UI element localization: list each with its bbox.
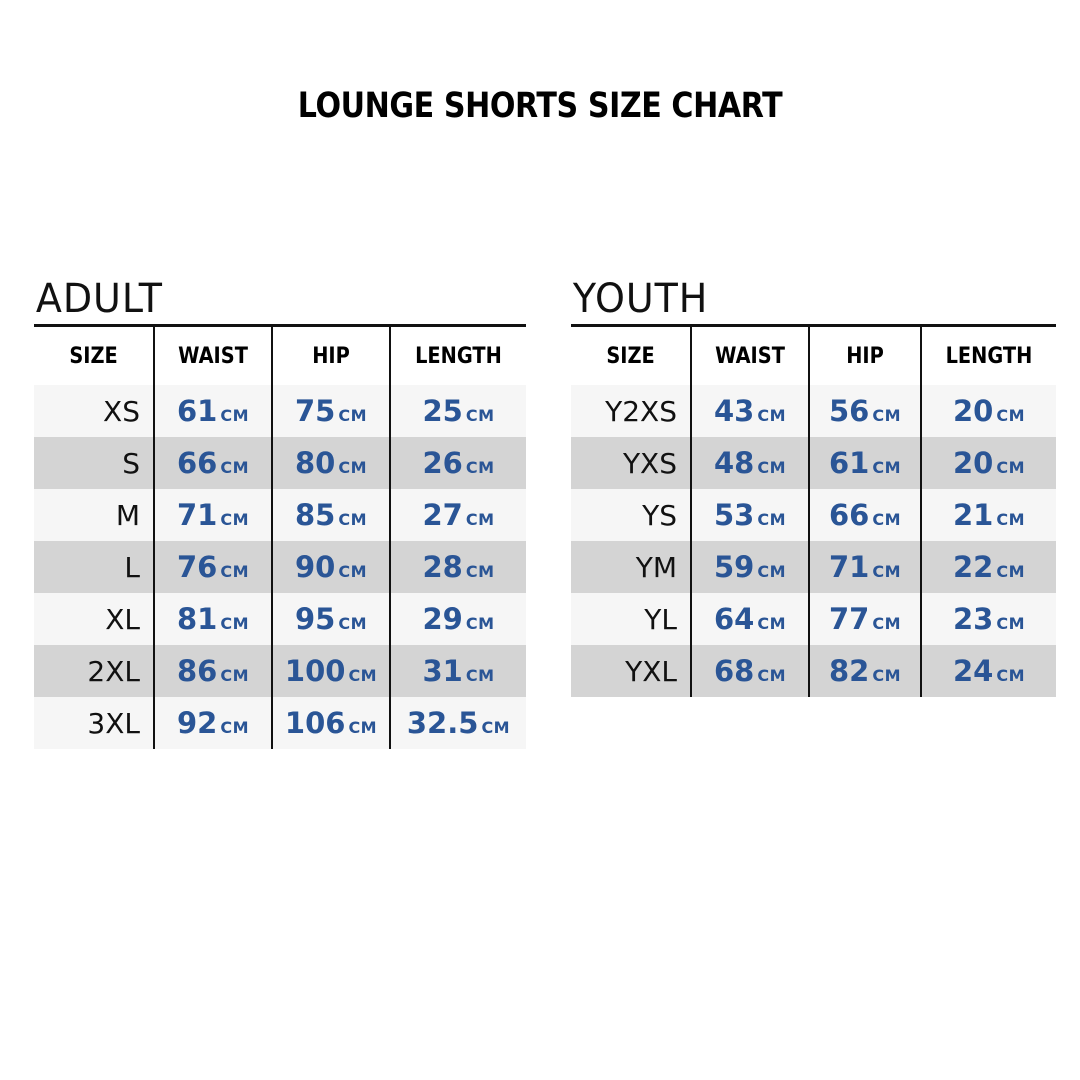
hip-value (809, 385, 921, 437)
hip-number: 66 (828, 498, 870, 532)
waist-value (154, 489, 272, 541)
hip-value (272, 437, 390, 489)
adult-table-head (34, 327, 526, 385)
waist-number: 68 (713, 654, 755, 688)
unit-label: CM (338, 614, 368, 633)
hip-number: 80 (294, 446, 336, 480)
unit-label: CM (338, 510, 368, 529)
waist-value (154, 593, 272, 645)
unit-label: CM (220, 718, 250, 737)
length-value (921, 645, 1056, 697)
unit-label: CM (338, 458, 368, 477)
waist-value (691, 437, 809, 489)
unit-label: CM (996, 458, 1026, 477)
table-row (571, 593, 1056, 645)
size-chart-tables (0, 276, 1080, 749)
waist-number: 66 (176, 446, 218, 480)
length-number: 27 (422, 498, 463, 532)
table-row (571, 385, 1056, 437)
waist-number: 76 (176, 550, 218, 584)
unit-label: CM (348, 666, 378, 685)
hip-value (809, 489, 921, 541)
waist-number: 59 (713, 550, 755, 584)
length-value (390, 385, 526, 437)
unit-label: CM (996, 406, 1026, 425)
table-row (34, 489, 526, 541)
unit-label: CM (465, 666, 495, 685)
waist-value (154, 541, 272, 593)
length-number: 20 (952, 394, 994, 428)
unit-label: CM (996, 562, 1026, 581)
unit-label: CM (348, 718, 378, 737)
adult-table-block (34, 276, 526, 749)
size-value: M (115, 498, 140, 532)
hip-value (272, 541, 390, 593)
hip-number: 82 (828, 654, 870, 688)
adult-size-table (34, 327, 526, 749)
length-value (921, 593, 1056, 645)
size-value: S (122, 446, 140, 480)
unit-label: CM (757, 666, 787, 685)
unit-label: CM (220, 406, 250, 425)
length-number: 26 (422, 446, 463, 480)
hip-value (809, 541, 921, 593)
size-value: L (124, 550, 140, 584)
table-row (571, 541, 1056, 593)
youth-table-body (571, 385, 1056, 697)
size-value: YM (635, 550, 677, 584)
youth-size-table (571, 327, 1056, 697)
waist-value (691, 541, 809, 593)
adult-header-size: SIZE (69, 343, 118, 369)
table-row (34, 697, 526, 749)
length-number: 29 (422, 602, 463, 636)
adult-header-row (34, 327, 526, 385)
size-value: YL (644, 602, 677, 636)
hip-number: 75 (294, 394, 336, 428)
hip-number: 85 (294, 498, 336, 532)
length-value (390, 697, 526, 749)
unit-label: CM (465, 614, 495, 633)
unit-label: CM (465, 458, 495, 477)
size-value: Y2XS (605, 394, 677, 428)
length-value (390, 437, 526, 489)
youth-header-hip: HIP (816, 327, 915, 385)
length-number: 31 (422, 654, 463, 688)
size-value: 2XL (87, 654, 140, 688)
youth-header-row (571, 327, 1056, 385)
unit-label: CM (220, 562, 250, 581)
unit-label: CM (872, 406, 902, 425)
unit-label: CM (220, 458, 250, 477)
length-number: 22 (952, 550, 994, 584)
hip-number: 61 (828, 446, 870, 480)
size-value: YXS (622, 446, 677, 480)
length-value (390, 645, 526, 697)
adult-section-title: ADULT (35, 276, 163, 322)
table-row (34, 541, 526, 593)
hip-number: 95 (294, 602, 336, 636)
waist-value (154, 437, 272, 489)
hip-number: 77 (828, 602, 870, 636)
length-number: 24 (952, 654, 994, 688)
length-value (390, 489, 526, 541)
unit-label: CM (872, 666, 902, 685)
waist-number: 64 (713, 602, 755, 636)
unit-label: CM (465, 510, 495, 529)
unit-label: CM (757, 614, 787, 633)
waist-value (691, 593, 809, 645)
unit-label: CM (757, 562, 787, 581)
hip-value (272, 645, 390, 697)
unit-label: CM (872, 510, 902, 529)
youth-table-block (571, 276, 1056, 749)
hip-value (809, 437, 921, 489)
waist-value (691, 645, 809, 697)
length-value (390, 541, 526, 593)
hip-value (272, 489, 390, 541)
length-value (921, 541, 1056, 593)
length-number: 20 (952, 446, 994, 480)
table-row (571, 489, 1056, 541)
unit-label: CM (757, 458, 787, 477)
unit-label: CM (338, 406, 368, 425)
length-number: 23 (952, 602, 994, 636)
youth-section-title: YOUTH (572, 276, 709, 322)
unit-label: CM (996, 666, 1026, 685)
hip-number: 56 (828, 394, 870, 428)
youth-header-length: LENGTH (929, 327, 1048, 385)
waist-number: 48 (713, 446, 755, 480)
table-row (34, 593, 526, 645)
table-row (571, 645, 1056, 697)
length-number: 21 (952, 498, 994, 532)
unit-label: CM (465, 562, 495, 581)
waist-value (154, 385, 272, 437)
youth-table-head (571, 327, 1056, 385)
unit-label: CM (220, 614, 250, 633)
unit-label: CM (872, 458, 902, 477)
unit-label: CM (338, 562, 368, 581)
hip-value (809, 593, 921, 645)
hip-number: 71 (828, 550, 870, 584)
unit-label: CM (872, 562, 902, 581)
size-value: YS (642, 498, 677, 532)
unit-label: CM (757, 510, 787, 529)
size-value: XS (103, 394, 140, 428)
size-value: XL (105, 602, 140, 636)
waist-value (154, 645, 272, 697)
size-value: YXL (625, 654, 677, 688)
waist-value (691, 489, 809, 541)
table-row (34, 645, 526, 697)
length-number: 32.5 (406, 706, 479, 740)
hip-value (272, 385, 390, 437)
hip-number: 100 (284, 654, 346, 688)
length-value (390, 593, 526, 645)
unit-label: CM (220, 510, 250, 529)
table-row (34, 385, 526, 437)
waist-number: 71 (176, 498, 218, 532)
table-row (571, 437, 1056, 489)
table-row (34, 437, 526, 489)
length-value (921, 385, 1056, 437)
waist-value (154, 697, 272, 749)
waist-number: 53 (713, 498, 755, 532)
size-value: 3XL (87, 706, 140, 740)
adult-table-body (34, 385, 526, 749)
hip-value (272, 697, 390, 749)
youth-header-size: SIZE (606, 343, 655, 369)
unit-label: CM (872, 614, 902, 633)
youth-header-waist: WAIST (698, 327, 802, 385)
hip-value (272, 593, 390, 645)
hip-number: 90 (294, 550, 336, 584)
length-number: 25 (422, 394, 463, 428)
waist-number: 61 (176, 394, 218, 428)
adult-header-length: LENGTH (398, 327, 518, 385)
page-title: LOUNGE SHORTS SIZE CHART (297, 86, 783, 126)
unit-label: CM (996, 614, 1026, 633)
length-value (921, 437, 1056, 489)
waist-value (691, 385, 809, 437)
adult-header-waist: WAIST (161, 327, 265, 385)
waist-number: 86 (176, 654, 218, 688)
hip-number: 106 (284, 706, 346, 740)
unit-label: CM (465, 406, 495, 425)
adult-header-hip: HIP (279, 327, 383, 385)
waist-number: 43 (713, 394, 755, 428)
hip-value (809, 645, 921, 697)
length-value (921, 489, 1056, 541)
unit-label: CM (757, 406, 787, 425)
waist-number: 81 (176, 602, 218, 636)
waist-number: 92 (176, 706, 218, 740)
length-number: 28 (422, 550, 463, 584)
unit-label: CM (220, 666, 250, 685)
unit-label: CM (996, 510, 1026, 529)
unit-label: CM (481, 718, 511, 737)
